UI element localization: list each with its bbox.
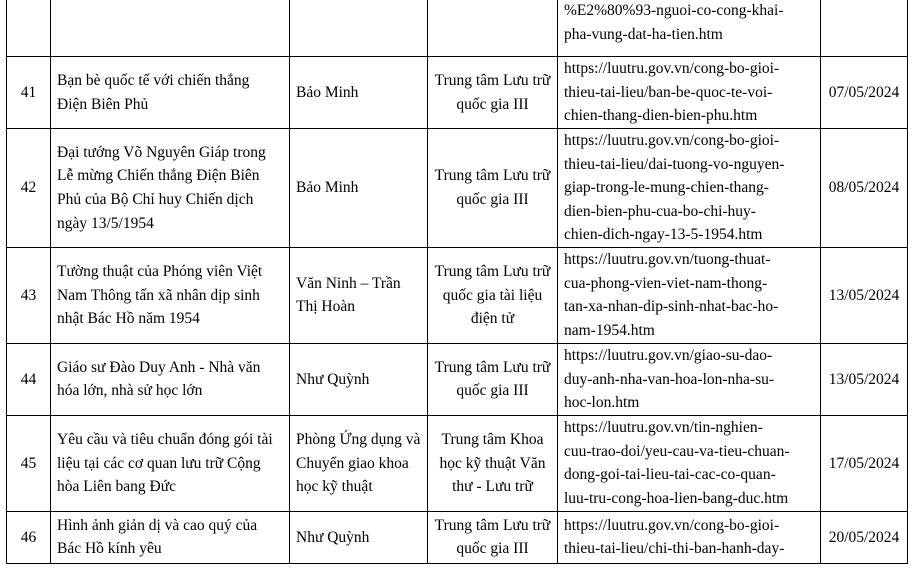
title-cell: Hình ảnh giản dị và cao quý của Bác Hồ kính yêu [51,511,290,563]
organization-cell [428,0,558,57]
title-cell: Giáo sư Đào Duy Anh - Nhà văn hóa lớn, nhà sử học lớn [51,343,290,415]
table-row [7,343,908,415]
title-cell: Tường thuật của Phóng viên Việt Nam Thông tấn xã nhân dịp sinh nhật Bác Hồ năm 1954 [51,247,290,343]
title-cell: Bạn bè quốc tế với chiến thắng Điện Biên Phủ [51,57,290,129]
link-cell [558,343,821,415]
organization-cell: Trung tâm Lưu trữ quốc gia III [428,57,558,129]
link-cell [558,511,821,563]
author-cell [290,0,428,57]
date-cell: 07/05/2024 [821,57,908,129]
link-text: https://luutru.gov.vn/giao-su-dao- duy-anh-nha-van-hoa-lon-nha-su- hoc-lon.htm [564,347,775,412]
row-number-cell: 44 [7,343,51,415]
organization-cell: Trung tâm Lưu trữ quốc gia III [428,129,558,248]
row-number-cell: 42 [7,129,51,248]
organization-cell: Trung tâm Khoa học kỹ thuật Văn thư - Lưu trữ [428,415,558,511]
author-cell: Như Quỳnh [290,511,428,563]
link-text: https://luutru.gov.vn/cong-bo-gioi- thieu-tai-lieu/chi-thi-ban-hanh-day- [564,516,785,558]
table-row [7,415,908,511]
date-cell [821,0,908,57]
date-cell: 08/05/2024 [821,129,908,248]
link-text: https://luutru.gov.vn/tin-nghien- cuu-trao-doi/yeu-cau-va-tieu-chuan- dong-goi-tai-lieu-tai-cac-co-quan- luu-tru-cong-hoa-lien-bang-duc.htm [564,419,790,508]
link-cell [558,129,821,248]
organization-cell: Trung tâm Lưu trữ quốc gia tài liệu điện tử [428,247,558,343]
date-cell: 20/05/2024 [821,511,908,563]
table-row [7,0,908,57]
title-cell: Yêu cầu và tiêu chuẩn đóng gói tài liệu tại các cơ quan lưu trữ Cộng hòa Liên bang Đức [51,415,290,511]
table-row [7,57,908,129]
author-cell: Như Quỳnh [290,343,428,415]
author-cell: Bảo Minh [290,129,428,248]
link-text: %E2%80%93-nguoi-co-cong-khai- pha-vung-dat-ha-tien.htm [564,2,784,43]
date-cell: 17/05/2024 [821,415,908,511]
table-row [7,511,908,563]
date-cell: 13/05/2024 [821,247,908,343]
organization-cell: Trung tâm Lưu trữ quốc gia III [428,511,558,563]
link-cell [558,247,821,343]
link-cell [558,415,821,511]
author-cell: Bảo Minh [290,57,428,129]
row-number-cell: 41 [7,57,51,129]
author-cell: Phòng Ứng dụng và Chuyển giao khoa học kỹ thuật [290,415,428,511]
table-row [7,129,908,248]
row-number-cell: 43 [7,247,51,343]
organization-cell: Trung tâm Lưu trữ quốc gia III [428,343,558,415]
title-cell: Đại tướng Võ Nguyên Giáp trong Lễ mừng Chiến thắng Điện Biên Phủ của Bộ Chỉ huy Chiến dịch ngày 13/5/1954 [51,129,290,248]
author-cell: Văn Ninh – Trần Thị Hoàn [290,247,428,343]
row-number-cell: 45 [7,415,51,511]
link-text: https://luutru.gov.vn/tuong-thuat- cua-phong-vien-viet-nam-thong- tan-xa-nhan-dip-sinh-nhat-bac-ho- nam-1954.htm [564,251,779,340]
link-text: https://luutru.gov.vn/cong-bo-gioi- thieu-tai-lieu/dai-tuong-vo-nguyen- giap-trong-le-mung-chien-thang- dien-bien-phu-cua-bo-chi-huy- chien-dich-ngay-13-5-1954.htm [564,132,785,244]
title-cell [51,0,290,57]
link-cell [558,0,821,57]
date-cell: 13/05/2024 [821,343,908,415]
row-number-cell: 46 [7,511,51,563]
link-cell [558,57,821,129]
link-text: https://luutru.gov.vn/cong-bo-gioi- thieu-tai-lieu/ban-be-quoc-te-voi- chien-thang-dien-bien-phu.htm [564,60,780,125]
table-row [7,247,908,343]
records-table [6,0,908,564]
row-number-cell [7,0,51,57]
